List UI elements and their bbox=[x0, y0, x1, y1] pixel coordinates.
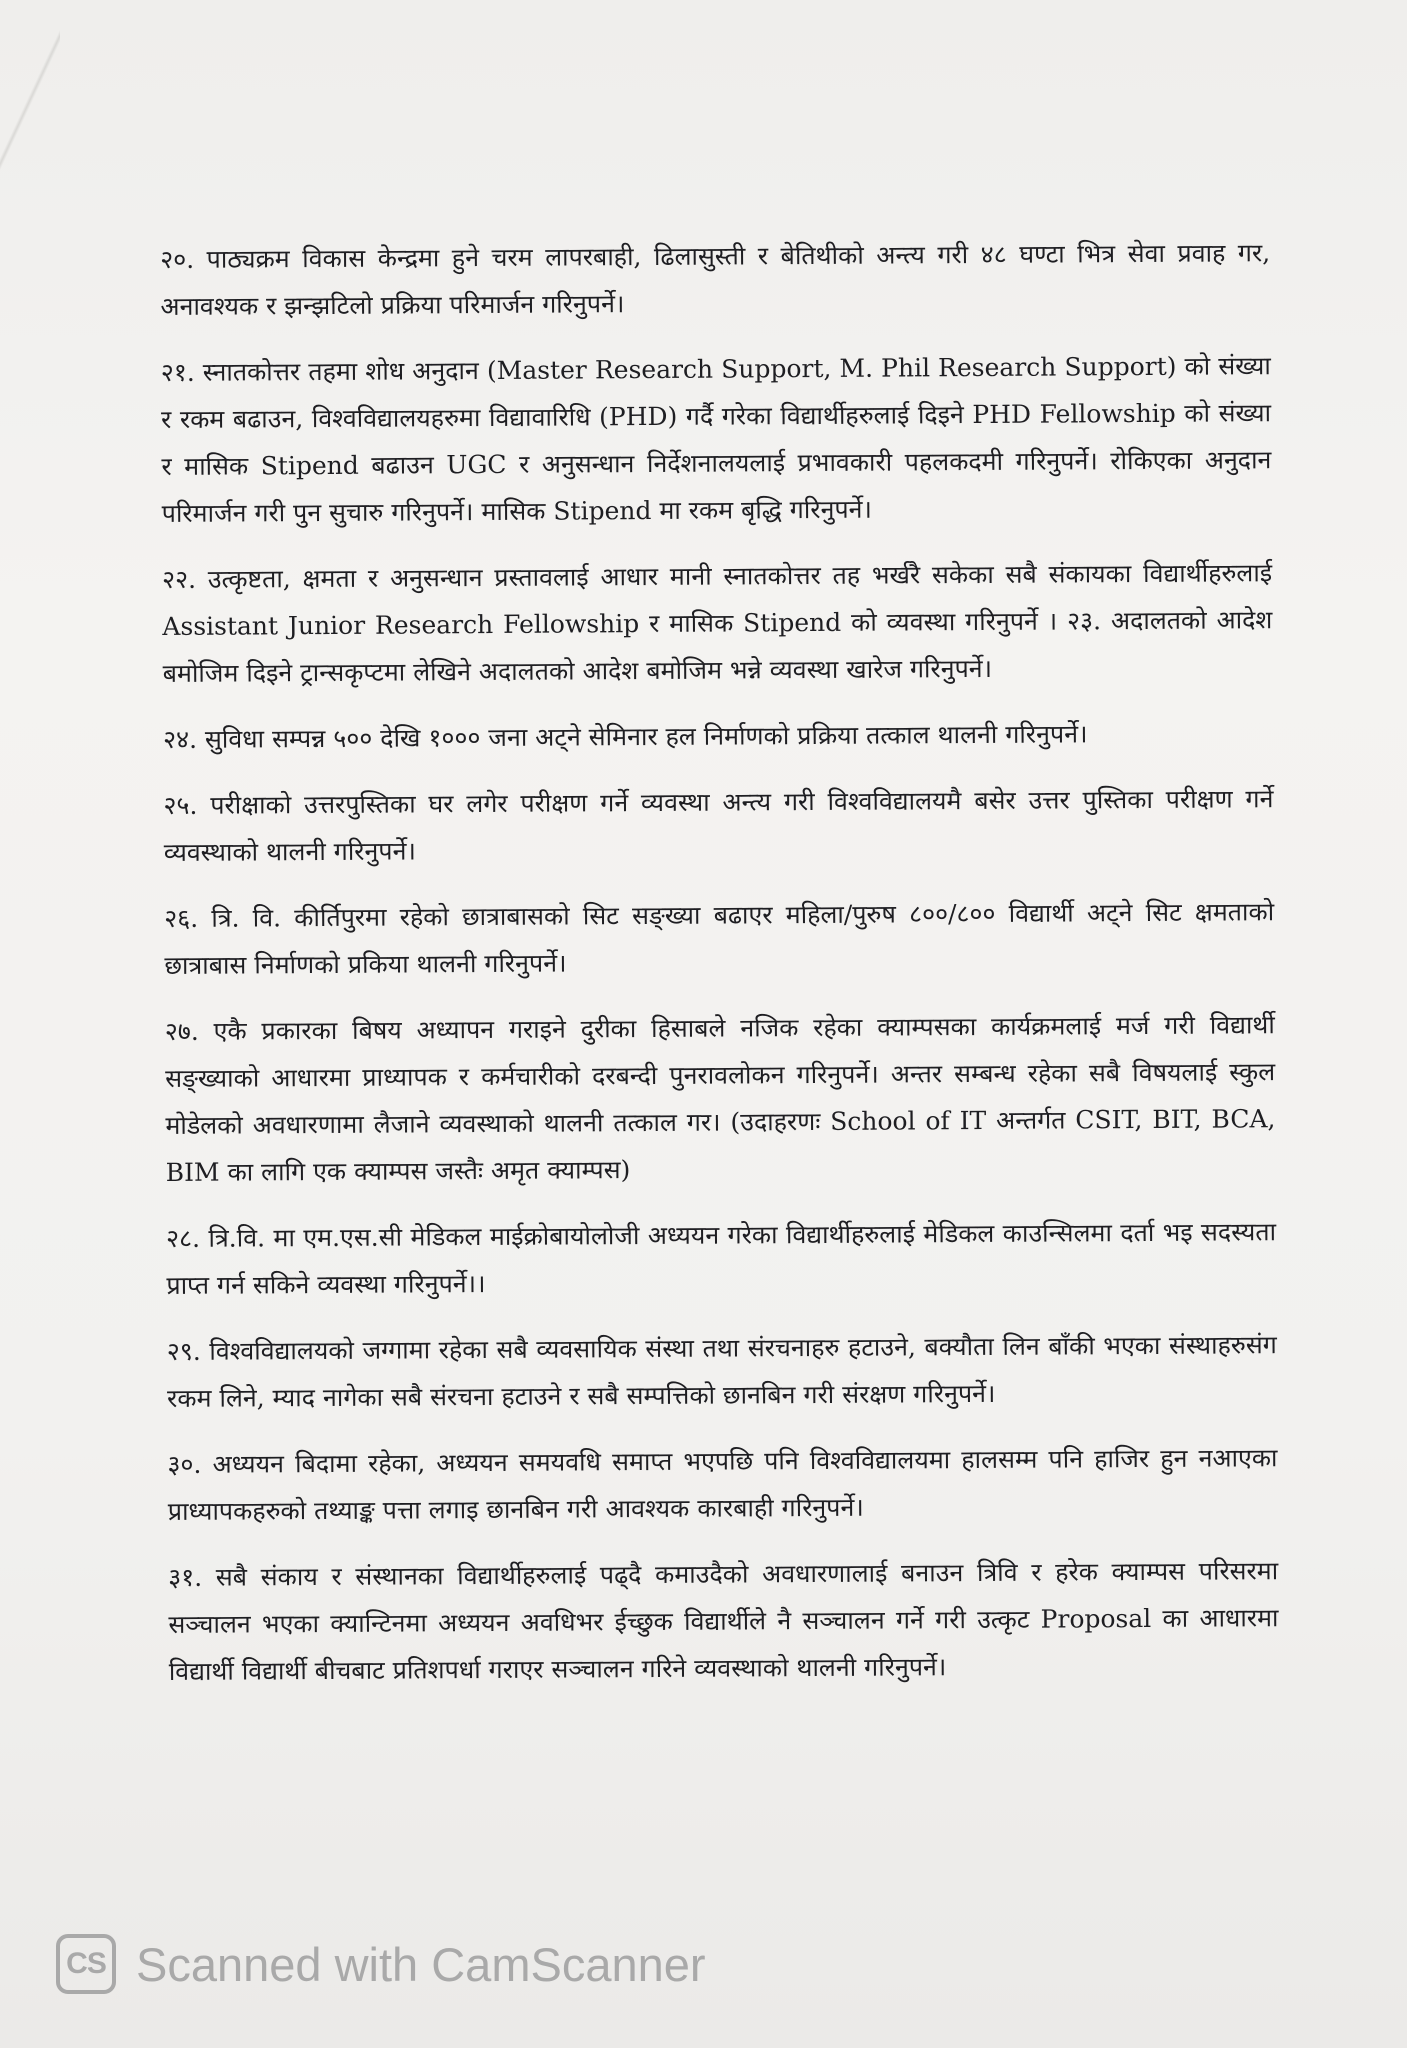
document-body bbox=[160, 229, 1279, 1714]
page-fold-mark bbox=[0, 0, 60, 200]
camscanner-logo-icon: CS bbox=[56, 1934, 116, 1994]
paragraph-29: २९. विश्वविद्यालयको जग्गामा रहेका सबै व्यवसायिक संस्था तथा संरचनाहरु हटाउने, बक्यौता लिन बाँकी भएका संस्थाहरुसंग रकम लिने, म्याद नागेका सबै संरचना हटाउने र सबै सम्पत्तिको छानबिन गरी संरक्षण गरिनुपर्ने। bbox=[166, 1330, 1277, 1413]
paragraph-24: २४. सुविधा सम्पन्न ५०० देखि १००० जना अट्ने सेमिनार हल निर्माणको प्रक्रिया तत्काल थालनी गरिनुपर्ने। bbox=[162, 719, 1088, 754]
paragraph-20: २०. पाठ्यक्रम विकास केन्द्रमा हुने चरम लापरबाही, ढिलासुस्ती र बेतिथीको अन्त्य गरी ४८ घण्टा भित्र सेवा प्रवाह गर, अनावश्यक र झन्झटिलो प्रक्रिया परिमार्जन गरिनुपर्ने। bbox=[160, 238, 1271, 321]
paragraph-27: २७. एकै प्रकारका बिषय अध्यापन गराइने दुरीका हिसाबले नजिक रहेका क्याम्पसका कार्यक्रमलाई मर्ज गरी विद्यार्थी सङ्ख्याको आधारमा प्राध्यापक र कर्मचारीको दरबन्दी पुनरावलोकन गरिनुपर्ने। अन्तर सम्बन्ध रहेका सबै विषयलाई स्कुल मोडेलको अवधारणामा लैजाने व्यवस्थाको थालनी तत्काल गर। (उदाहरणः School of IT अन्तर्गत CSIT, BIT, BCA, BIM का लागि एक क्याम्पस जस्तैः अमृत क्याम्पस) bbox=[164, 1010, 1276, 1187]
paragraph-30: ३०. अध्ययन बिदामा रहेका, अध्ययन समयवधि समाप्त भएपछि पनि विश्वविद्यालयमा हालसम्म पनि हाजिर हुन नआएका प्राध्यापकहरुको तथ्याङ्क पत्ता लगाइ छानबिन गरी आवश्यक कारबाही गरिनुपर्ने। bbox=[167, 1443, 1278, 1526]
watermark-text: Scanned with CamScanner bbox=[136, 1937, 706, 1991]
paragraph-25: २५. परीक्षाको उत्तरपुस्तिका घर लगेर परीक्षण गर्ने व्यवस्था अन्त्य गरी विश्वविद्यालयमै बसेर उत्तर पुस्तिका परीक्षण गर्ने व्यवस्थाको थालनी गरिनुपर्ने। bbox=[163, 784, 1274, 867]
paragraph-31: ३१. सबै संकाय र संस्थानका विद्यार्थीहरुलाई पढ्दै कमाउदैको अवधारणालाई बनाउन त्रिवि र हरेक क्याम्पस परिसरमा सञ्चालन भएका क्यान्टिनमा अध्ययन अवधिभर ईच्छुक विद्यार्थीले नै सञ्चालन गर्ने गरी उत्कृट Proposal का आधारमा विद्यार्थी विद्यार्थी बीचबाट प्रतिशपर्धा गराएर सञ्चालन गरिने व्यवस्थाको थालनी गरिनुपर्ने। bbox=[168, 1556, 1279, 1686]
paragraph-21: २१. स्नातकोत्तर तहमा शोध अनुदान (Master Research Support, M. Phil Research Support) को संख्या र रकम बढाउन, विश्वविद्यालयहरुमा विद्यावारिधि (PHD) गर्दै गरेका विद्यार्थीहरुलाई दिइने PHD Fellowship को संख्या र मासिक Stipend बढाउन UGC र अनुसन्धान निर्देशनालयलाई प्रभावकारी पहलकदमी गरिनुपर्ने। रोकिएका अनुदान परिमार्जन गरी पुन सुचारु गरिनुपर्ने। मासिक Stipend मा रकम बृद्धि गरिनुपर्ने। bbox=[160, 351, 1272, 528]
camscanner-watermark bbox=[56, 1934, 706, 1994]
paragraph-28: २८. त्रि.वि. मा एम.एस.सी मेडिकल माईक्रोबायोलोजी अध्ययन गरेका विद्यार्थीहरुलाई मेडिकल काउन्सिलमा दर्ता भइ सदस्यता प्राप्त गर्न सकिने व्यवस्था गरिनुपर्ने।। bbox=[166, 1217, 1277, 1300]
paragraph-22-23: २२. उत्कृष्टता, क्षमता र अनुसन्धान प्रस्तावलाई आधार मानी स्नातकोत्तर तह भर्खरै सकेका सबै संकायका विद्यार्थीहरुलाई Assistant Junior Research Fellowship र मासिक Stipend को व्यवस्था गरिनुपर्ने । २३. अदालतको आदेश बमोजिम दिइने ट्रान्सकृप्टमा लेखिने अदालतको आदेश बमोजिम भन्ने व्यवस्था खारेज गरिनुपर्ने। bbox=[162, 558, 1273, 688]
paragraph-26: २६. त्रि. वि. कीर्तिपुरमा रहेको छात्राबासको सिट सङ्ख्या बढाएर महिला/पुरुष ८००/८०० विद्यार्थी अट्ने सिट क्षमताको छात्राबास निर्माणको प्रकिया थालनी गरिनुपर्ने। bbox=[164, 897, 1275, 980]
